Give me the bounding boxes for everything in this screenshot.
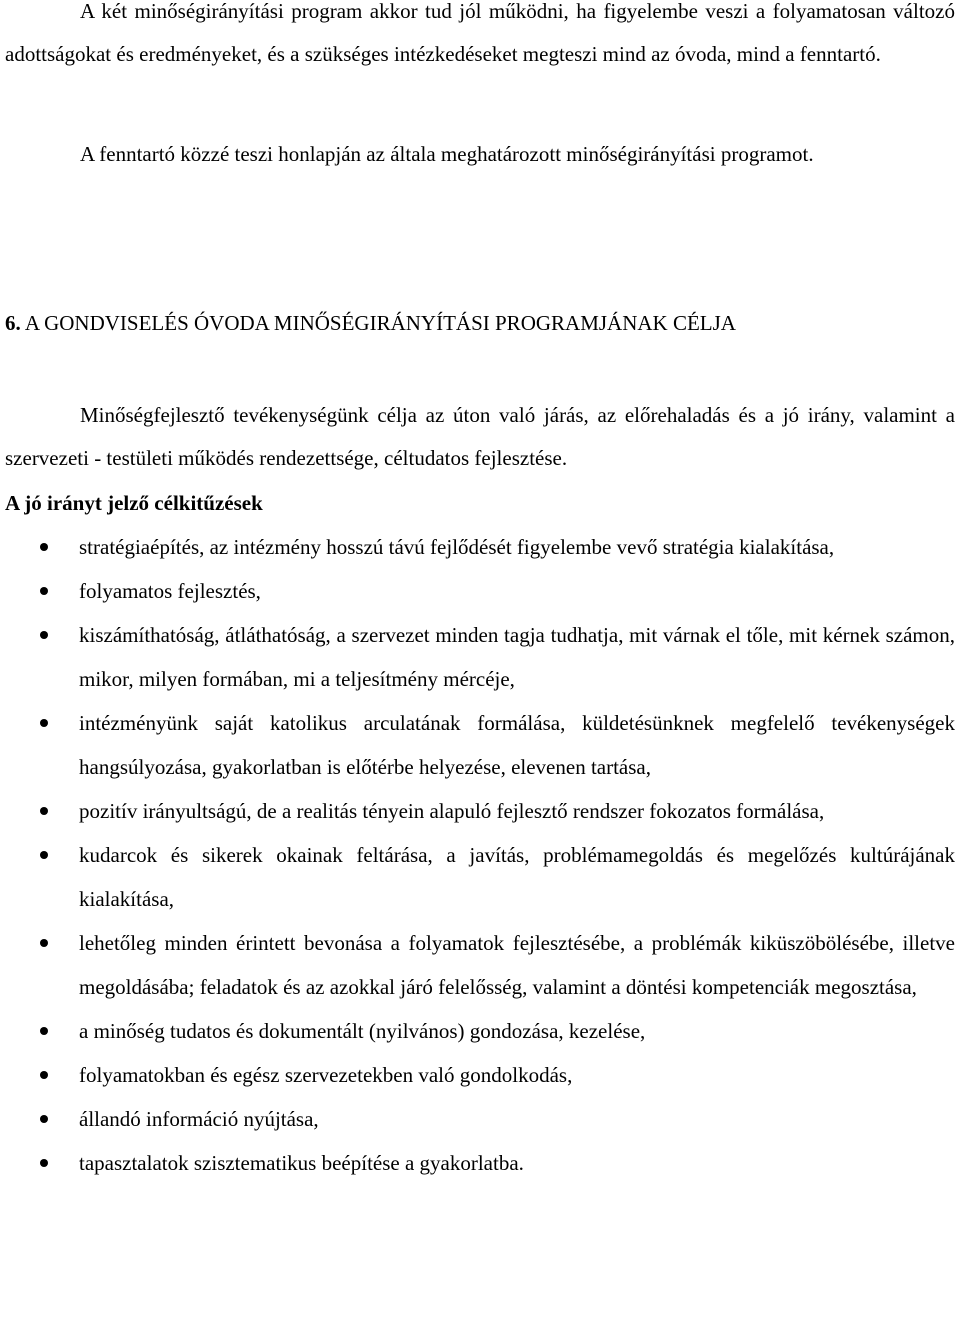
- list-item-text: folyamatos fejlesztés,: [79, 579, 261, 603]
- list-item: [0, 613, 955, 701]
- bullet-icon: [40, 719, 48, 727]
- list-item: [0, 1141, 955, 1185]
- list-item-text: kudarcok és sikerek okainak feltárása, a javítás, problémamegoldás és megelőzés kultúrájának kialakítása,: [79, 843, 955, 911]
- list-item: [0, 525, 955, 569]
- bullet-icon: [40, 1071, 48, 1079]
- list-item: [0, 1053, 955, 1097]
- section-heading: [5, 302, 736, 345]
- bullet-icon: [40, 851, 48, 859]
- list-item-text: stratégiaépítés, az intézmény hosszú távú fejlődését figyelembe vevő stratégia kialakítása,: [79, 535, 835, 559]
- goals-list: [0, 525, 960, 1185]
- list-item: [0, 1097, 955, 1141]
- list-item-text: intézményünk saját katolikus arculatának formálása, küldetésünknek megfelelő tevékenységek hangsúlyozása, gyakorlatban is előtérbe helyezése, elevenen tartása,: [79, 711, 955, 779]
- list-item-text: lehetőleg minden érintett bevonása a folyamatok fejlesztésébe, a problémák kiküszöbölésébe, illetve megoldásába; feladatok és az azokkal járó felelősség, valamint a döntési kompetenciák megosztása,: [79, 931, 955, 999]
- intro-paragraph-1: A két minőségirányítási program akkor tud jól működni, ha figyelembe veszi a folyamatosan változó adottságokat és eredményeket, és a szükséges intézkedéseket megteszi mind az óvoda, mind a fenntartó.: [5, 0, 955, 66]
- list-item: [0, 833, 955, 921]
- bullet-icon: [40, 1027, 48, 1035]
- list-item-text: állandó információ nyújtása,: [79, 1107, 319, 1131]
- list-item: [0, 1009, 955, 1053]
- bullet-icon: [40, 1159, 48, 1167]
- bullet-icon: [40, 587, 48, 595]
- list-item-text: folyamatokban és egész szervezetekben való gondolkodás,: [79, 1063, 573, 1087]
- bullet-icon: [40, 1115, 48, 1123]
- goals-subheading: A jó irányt jelző célkitűzések: [5, 491, 263, 515]
- section-number: 6.: [5, 311, 21, 335]
- bullet-icon: [40, 939, 48, 947]
- list-item-text: a minőség tudatos és dokumentált (nyilvános) gondozása, kezelése,: [79, 1019, 646, 1043]
- bullet-icon: [40, 807, 48, 815]
- bullet-icon: [40, 543, 48, 551]
- bullet-icon: [40, 631, 48, 639]
- intro-paragraph-2: A fenntartó közzé teszi honlapján az általa meghatározott minőségirányítási programot.: [80, 142, 814, 166]
- list-item: [0, 789, 955, 833]
- list-item: [0, 921, 955, 1009]
- list-item: [0, 569, 955, 613]
- list-item-text: kiszámíthatóság, átláthatóság, a szervezet minden tagja tudhatja, mit várnak el tőle, mit kérnek számon, mikor, milyen formában, mi a teljesítmény mércéje,: [79, 623, 955, 691]
- list-item-text: tapasztalatok szisztematikus beépítése a gyakorlatba.: [79, 1151, 524, 1175]
- section-title: A GONDVISELÉS ÓVODA MINŐSÉGIRÁNYÍTÁSI PROGRAMJÁNAK CÉLJA: [24, 311, 736, 335]
- list-item-text: pozitív irányultságú, de a realitás tényein alapuló fejlesztő rendszer fokozatos formálása,: [79, 799, 825, 823]
- section-paragraph: Minőségfejlesztő tevékenységünk célja az úton való járás, az előrehaladás és a jó irány, valamint a szervezeti - testületi működés rendezettsége, céltudatos fejlesztése.: [5, 403, 955, 470]
- list-item: [0, 701, 955, 789]
